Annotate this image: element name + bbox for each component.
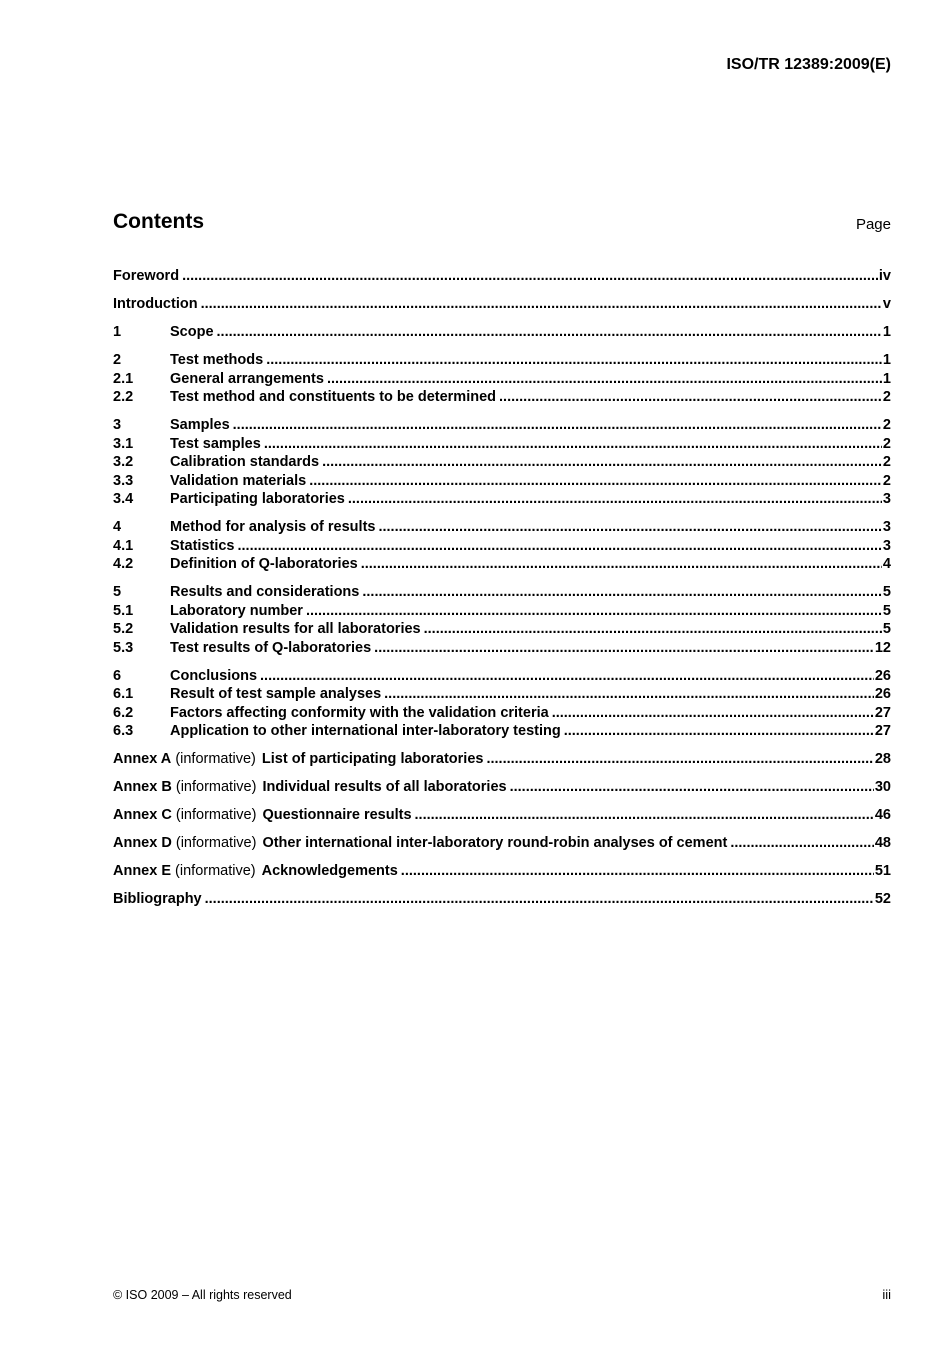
toc-entry[interactable] (113, 370, 891, 389)
toc-entry[interactable] (113, 778, 891, 797)
toc-dot-leader (384, 685, 874, 704)
toc-entry[interactable] (113, 267, 891, 286)
toc-page-number: v (882, 296, 891, 312)
toc-entry[interactable] (113, 388, 891, 407)
toc-dot-leader (237, 537, 881, 556)
toc-title: Factors affecting conformity with the validation criteria (170, 704, 549, 721)
footer-page-number: iii (882, 1287, 891, 1302)
toc-number: 2.2 (113, 389, 134, 405)
toc-group (113, 351, 891, 407)
toc-title: Result of test sample analyses (170, 686, 382, 702)
toc-dot-leader (309, 472, 882, 491)
toc-title: Results and considerations (170, 584, 360, 600)
toc-title: Test methods (170, 352, 264, 368)
toc-number: 4.1 (113, 537, 134, 554)
toc-group (113, 323, 891, 342)
toc-group (113, 295, 891, 314)
page-column-label: Page (855, 216, 891, 233)
toc-entry[interactable] (113, 518, 891, 537)
toc-dot-leader (233, 416, 882, 435)
toc-title: Individual results of all laboratories (262, 779, 507, 795)
toc-entry[interactable] (113, 555, 891, 574)
toc-number: 2.1 (113, 370, 134, 387)
toc-entry[interactable] (113, 704, 891, 723)
toc-annex-label: Annex B (113, 779, 172, 795)
toc-page-number: 2 (882, 472, 891, 489)
toc-page-number: 5 (882, 621, 891, 637)
toc-title: General arrangements (170, 370, 324, 387)
toc-dot-leader (486, 750, 873, 769)
toc-page-number: 48 (874, 835, 891, 851)
toc-entry[interactable] (113, 639, 891, 658)
toc-annex-note: (informative) (175, 863, 256, 879)
toc-page-number: 27 (874, 704, 891, 721)
table-of-contents (113, 267, 891, 918)
toc-group (113, 778, 891, 797)
toc-title: Validation materials (170, 472, 307, 489)
toc-group (113, 890, 891, 909)
toc-title: Application to other international inter-laboratory testing (170, 723, 561, 739)
toc-page-number: 1 (882, 324, 891, 340)
toc-dot-leader (374, 639, 874, 658)
toc-dot-leader (730, 834, 874, 853)
toc-annex-label: Annex E (113, 863, 172, 879)
toc-entry[interactable] (113, 722, 891, 741)
toc-page-number: 52 (874, 891, 891, 907)
toc-entry[interactable] (113, 295, 891, 314)
toc-dot-leader (361, 555, 882, 574)
toc-number: 5.1 (113, 602, 134, 619)
toc-dot-leader (217, 323, 882, 342)
toc-title: Participating laboratories (170, 491, 345, 507)
toc-page-number: 26 (874, 667, 891, 684)
toc-entry[interactable] (113, 750, 891, 769)
toc-entry[interactable] (113, 685, 891, 704)
toc-group (113, 750, 891, 769)
toc-page-number: 27 (874, 723, 891, 739)
toc-number: 2 (113, 352, 122, 368)
document-id: ISO/TR 12389:2009(E) (726, 56, 891, 73)
toc-page-number: 5 (882, 602, 891, 619)
toc-title: Statistics (170, 537, 235, 554)
toc-dot-leader (306, 602, 882, 621)
toc-dot-leader (415, 806, 874, 825)
toc-entry[interactable] (113, 583, 891, 602)
toc-page-number: 28 (874, 751, 891, 767)
toc-number: 4 (113, 519, 122, 535)
toc-dot-leader (564, 722, 874, 741)
toc-entry[interactable] (113, 806, 891, 825)
toc-page-number: 1 (882, 370, 891, 387)
toc-entry[interactable] (113, 667, 891, 686)
toc-number: 3.4 (113, 491, 134, 507)
toc-entry[interactable] (113, 453, 891, 472)
toc-number: 5.2 (113, 621, 134, 637)
toc-title: Test method and constituents to be determined (170, 389, 497, 405)
toc-number: 5.3 (113, 639, 134, 656)
toc-page-number: 2 (882, 389, 891, 405)
toc-title: Samples (170, 417, 230, 433)
toc-group (113, 518, 891, 574)
toc-group (113, 667, 891, 741)
toc-title: Questionnaire results (262, 807, 412, 823)
toc-page-number: 51 (874, 863, 891, 879)
toc-entry[interactable] (113, 416, 891, 435)
toc-entry[interactable] (113, 862, 891, 881)
toc-title: Other international inter-laboratory round-robin analyses of cement (262, 835, 728, 851)
toc-number: 3.2 (113, 454, 134, 470)
toc-annex-label: Annex C (113, 807, 172, 823)
toc-annex-note: (informative) (175, 779, 257, 795)
toc-dot-leader (424, 620, 882, 639)
toc-annex-note: (informative) (175, 835, 257, 851)
toc-title: Scope (170, 324, 214, 340)
toc-dot-leader (499, 388, 882, 407)
toc-title: Conclusions (170, 667, 258, 684)
toc-page-number: iv (878, 268, 891, 284)
toc-title: Validation results for all laboratories (170, 621, 421, 637)
toc-page-number: 4 (882, 556, 891, 572)
toc-number: 4.2 (113, 556, 134, 572)
toc-dot-leader (348, 490, 882, 509)
toc-annex-note: (informative) (175, 807, 257, 823)
toc-number: 6.1 (113, 686, 134, 702)
toc-page-number: 30 (874, 779, 891, 795)
toc-page-number: 3 (882, 491, 891, 507)
toc-dot-leader (266, 351, 882, 370)
toc-entry[interactable] (113, 323, 891, 342)
toc-title: List of participating laboratories (261, 751, 484, 767)
toc-entry[interactable] (113, 490, 891, 509)
toc-page-number: 5 (882, 584, 891, 600)
toc-page-number: 2 (882, 417, 891, 433)
toc-dot-leader (182, 267, 878, 286)
toc-entry[interactable] (113, 351, 891, 370)
toc-annex-label: Annex D (113, 835, 172, 851)
toc-group (113, 806, 891, 825)
toc-entry[interactable] (113, 537, 891, 556)
toc-title: Acknowledgements (261, 863, 398, 879)
toc-title: Calibration standards (170, 454, 320, 470)
toc-dot-leader (260, 667, 874, 686)
toc-dot-leader (510, 778, 874, 797)
toc-number: 3.1 (113, 435, 134, 452)
toc-entry[interactable] (113, 472, 891, 491)
toc-title: Definition of Q-laboratories (170, 556, 358, 572)
toc-annex-label: Annex A (113, 751, 172, 767)
toc-dot-leader (201, 295, 882, 314)
toc-entry[interactable] (113, 602, 891, 621)
toc-number: 6.2 (113, 704, 134, 721)
toc-dot-leader (322, 453, 882, 472)
toc-title: Test samples (170, 435, 261, 452)
toc-group (113, 583, 891, 657)
toc-number: 3 (113, 417, 122, 433)
toc-dot-leader (552, 704, 874, 723)
toc-page-number: 26 (874, 686, 891, 702)
toc-number: 1 (113, 324, 122, 340)
toc-title: Bibliography (113, 891, 202, 907)
toc-dot-leader (362, 583, 882, 602)
toc-title: Laboratory number (170, 602, 303, 619)
toc-title: Introduction (113, 296, 198, 312)
toc-dot-leader (327, 370, 882, 389)
toc-group (113, 416, 891, 509)
contents-title: Contents (113, 210, 204, 233)
toc-title: Test results of Q-laboratories (170, 639, 372, 656)
toc-group (113, 834, 891, 853)
toc-page-number: 12 (874, 639, 891, 656)
toc-dot-leader (264, 435, 882, 454)
toc-dot-leader (378, 518, 881, 537)
toc-group (113, 267, 891, 286)
toc-dot-leader (401, 862, 874, 881)
footer-copyright: © ISO 2009 – All rights reserved (113, 1288, 292, 1302)
toc-entry[interactable] (113, 620, 891, 639)
toc-title: Method for analysis of results (170, 519, 376, 535)
toc-entry[interactable] (113, 435, 891, 454)
toc-entry[interactable] (113, 834, 891, 853)
toc-page-number: 46 (874, 807, 891, 823)
toc-group (113, 862, 891, 881)
toc-page-number: 3 (882, 537, 891, 554)
toc-page-number: 2 (882, 454, 891, 470)
toc-title: Foreword (113, 268, 180, 284)
toc-number: 5 (113, 584, 122, 600)
toc-page-number: 3 (882, 519, 891, 535)
toc-dot-leader (205, 890, 874, 909)
toc-number: 6 (113, 667, 122, 684)
toc-number: 6.3 (113, 723, 134, 739)
toc-annex-note: (informative) (175, 751, 256, 767)
toc-number: 3.3 (113, 472, 134, 489)
toc-page-number: 2 (882, 435, 891, 452)
toc-page-number: 1 (882, 352, 891, 368)
toc-entry[interactable] (113, 890, 891, 909)
